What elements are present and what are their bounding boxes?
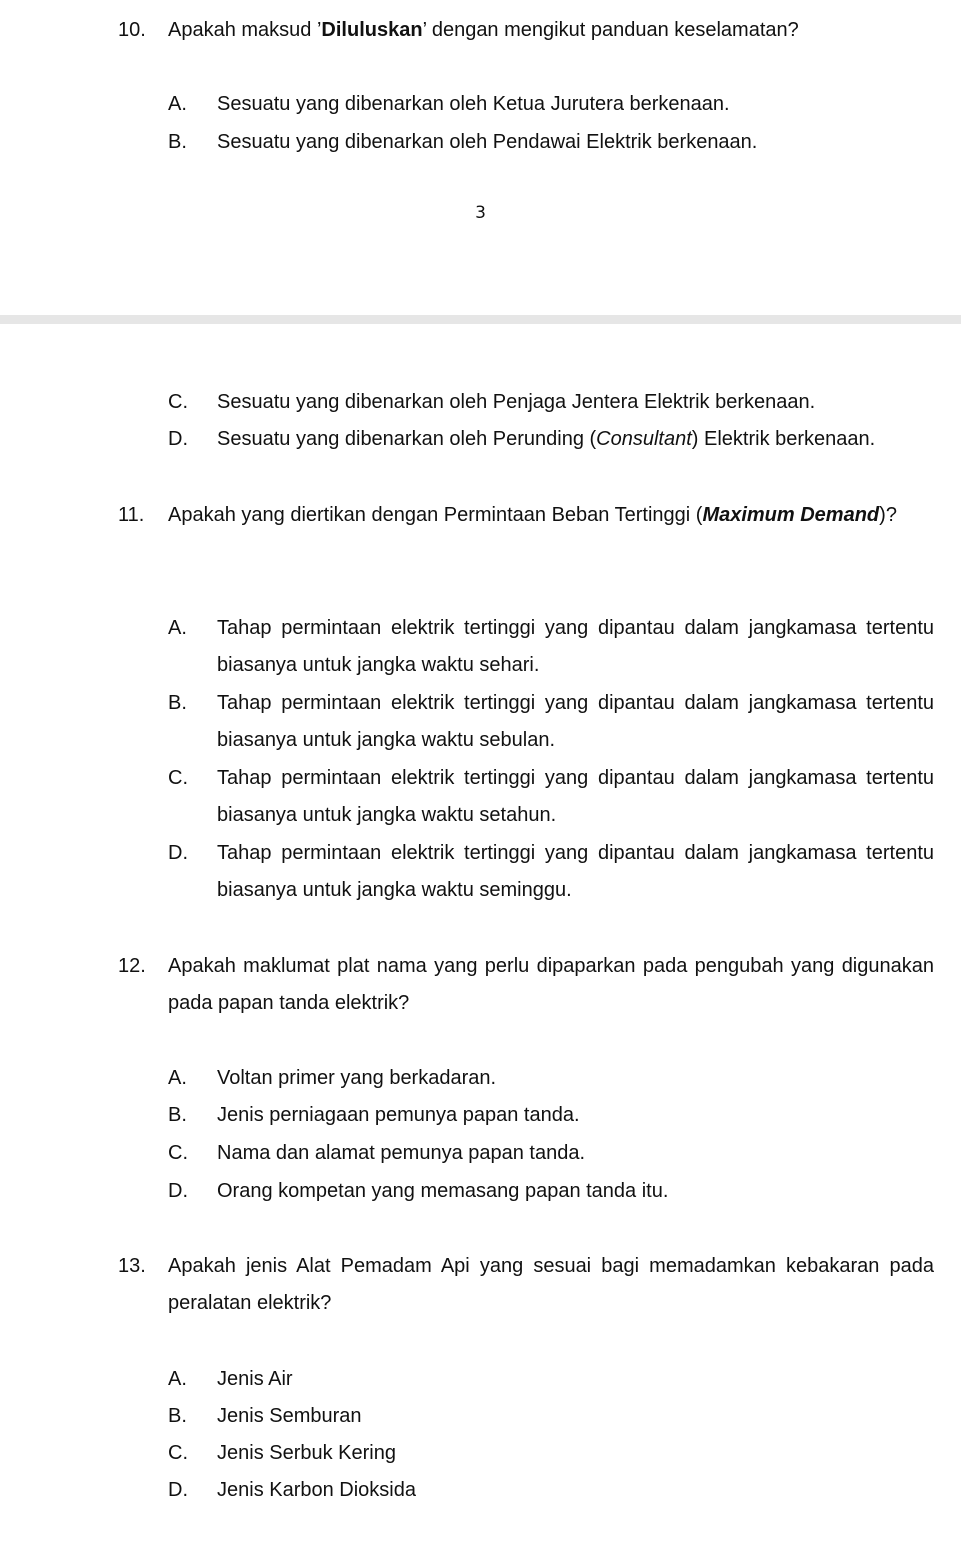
question-11-number: 11. <box>118 504 145 526</box>
option-letter: B. <box>168 131 187 153</box>
option-letter: C. <box>168 767 188 789</box>
option-letter: B. <box>168 1104 187 1126</box>
option-letter: A. <box>168 93 187 115</box>
question-11-bold-italic-term: Maximum Demand <box>702 504 880 526</box>
question-13-text: Apakah jenis Alat Pemadam Api yang sesuai bagi memadamkan kebakaran pada peralatan elektrik? <box>168 1255 934 1314</box>
option-letter: C. <box>168 391 188 413</box>
question-12-text: Apakah maklumat plat nama yang perlu dipaparkan pada pengubah yang digunakan pada papan tanda elektrik? <box>168 955 934 1014</box>
option-text: Tahap permintaan elektrik tertinggi yang dipantau dalam jangkamasa tertentu biasanya untuk jangka waktu sebulan. <box>217 692 934 751</box>
option-letter: C. <box>168 1442 188 1464</box>
option-letter: A. <box>168 1067 187 1089</box>
question-10-number: 10. <box>118 19 146 41</box>
option-letter: D. <box>168 842 188 864</box>
option-letter: A. <box>168 617 187 639</box>
option-text: Jenis Semburan <box>217 1405 362 1427</box>
question-13-number: 13. <box>118 1255 146 1277</box>
question-10-text: Apakah maksud ’Diluluskan’ dengan mengikut panduan keselamatan? <box>168 19 799 41</box>
option-text: Jenis Air <box>217 1368 293 1390</box>
option-text: Sesuatu yang dibenarkan oleh Penjaga Jentera Elektrik berkenaan. <box>217 391 816 413</box>
option-text: Tahap permintaan elektrik tertinggi yang dipantau dalam jangkamasa tertentu biasanya untuk jangka waktu setahun. <box>217 767 934 826</box>
option-text: Voltan primer yang berkadaran. <box>217 1067 497 1089</box>
option-text: Tahap permintaan elektrik tertinggi yang dipantau dalam jangkamasa tertentu biasanya untuk jangka waktu seminggu. <box>217 842 934 901</box>
option-letter: C. <box>168 1142 188 1164</box>
option-text: Jenis Karbon Dioksida <box>217 1479 416 1501</box>
option-text: Sesuatu yang dibenarkan oleh Perunding (Consultant) Elektrik berkenaan. <box>217 428 876 450</box>
page-break-divider <box>0 315 961 324</box>
page-number: 3 <box>475 203 486 223</box>
option-text: Jenis perniagaan pemunya papan tanda. <box>217 1104 580 1126</box>
option-letter: A. <box>168 1368 187 1390</box>
option-text: Jenis Serbuk Kering <box>217 1442 396 1464</box>
option-letter: D. <box>168 1180 188 1202</box>
question-10-bold-term: Diluluskan <box>321 19 423 41</box>
option-text: Tahap permintaan elektrik tertinggi yang dipantau dalam jangkamasa tertentu biasanya untuk jangka waktu sehari. <box>217 617 934 676</box>
option-text: Orang kompetan yang memasang papan tanda itu. <box>217 1180 669 1202</box>
question-12-number: 12. <box>118 955 146 977</box>
option-text: Sesuatu yang dibenarkan oleh Pendawai Elektrik berkenaan. <box>217 131 758 153</box>
option-text: Nama dan alamat pemunya papan tanda. <box>217 1142 586 1164</box>
option-letter: B. <box>168 692 187 714</box>
question-11-text: Apakah yang diertikan dengan Permintaan Beban Tertinggi (Maximum Demand)? <box>168 504 897 526</box>
option-letter: B. <box>168 1405 187 1427</box>
option-letter: D. <box>168 428 188 450</box>
option-italic-term: Consultant <box>596 428 692 450</box>
option-text: Sesuatu yang dibenarkan oleh Ketua Jurutera berkenaan. <box>217 93 730 115</box>
option-letter: D. <box>168 1479 188 1501</box>
